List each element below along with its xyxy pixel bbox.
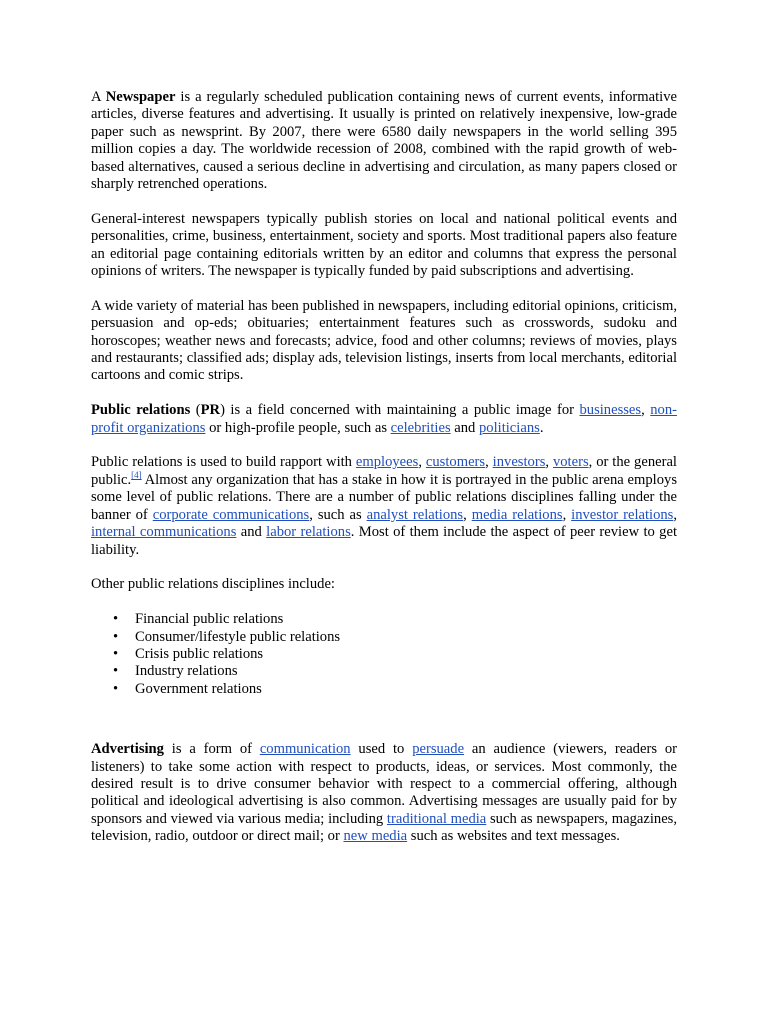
- pr-disciplines-list: [91, 611, 677, 698]
- text-run: is a form of: [163, 741, 260, 758]
- text-run: Almost any organization that has a stake in how it is portrayed in the public arena employs some level of public relations. There are a number of public relations disciplines falling under the banner of: [91, 471, 677, 523]
- text-run: such as websites and text messages.: [407, 828, 620, 845]
- pr-term: Public relations: [91, 402, 191, 419]
- bullet-icon: •: [113, 680, 119, 697]
- text-run: is a field concerned with maintaining a public image for: [224, 402, 580, 419]
- list-item: [113, 611, 677, 628]
- link-businesses[interactable]: businesses: [579, 402, 642, 419]
- link-internal-communications[interactable]: internal communications: [91, 524, 237, 541]
- list-item-text: Financial public relations: [135, 611, 284, 628]
- text-run: ): [220, 402, 225, 419]
- text-run: . Most of them include the aspect of peer review to get liability.: [91, 524, 678, 558]
- list-item-text: Industry relations: [135, 663, 238, 680]
- list-item-text: Crisis public relations: [135, 645, 264, 662]
- list-item: [113, 663, 677, 680]
- bullet-icon: •: [113, 628, 119, 645]
- link-media-relations[interactable]: media relations: [471, 506, 563, 523]
- text-run: Public relations is used to build rapport with: [91, 454, 356, 471]
- text-run: A: [91, 89, 106, 105]
- text-run: ,: [418, 454, 426, 471]
- text-run: and: [450, 419, 479, 436]
- pr-paragraph-3: Other public relations disciplines include:: [91, 576, 335, 593]
- link-customers[interactable]: customers: [425, 454, 486, 471]
- link-persuade[interactable]: persuade: [412, 741, 465, 758]
- bullet-icon: •: [113, 663, 119, 680]
- link-employees[interactable]: employees: [355, 454, 419, 471]
- bullet-icon: •: [113, 645, 119, 662]
- link-celebrities[interactable]: celebrities: [390, 419, 451, 436]
- newspaper-paragraph-1: [91, 89, 677, 193]
- text-run: ,: [673, 506, 678, 523]
- text-run: ,: [545, 454, 553, 471]
- text-run: ,: [562, 506, 572, 523]
- text-run: ,: [641, 402, 651, 419]
- text-run: and: [236, 524, 267, 541]
- pr-abbr: PR: [200, 402, 221, 419]
- link-communication[interactable]: communication: [259, 741, 351, 758]
- text-run: (: [190, 402, 201, 419]
- newspaper-paragraph-2: General-interest newspapers typically publish stories on local and national political events and personalities, crime, business, entertainment, society and sports. Most traditional papers also feature an editorial page containing editorials written by an editor and columns that express the personal opinions of writers. The newspaper is typically funded by paid subscriptions and advertising.: [91, 210, 677, 280]
- text-run: ,: [485, 454, 493, 471]
- pr-paragraph-1: [91, 402, 677, 437]
- link-analyst-relations[interactable]: analyst relations: [366, 506, 464, 523]
- text-run: or high-profile people, such as: [205, 419, 391, 436]
- list-item-text: Government relations: [135, 680, 262, 697]
- text-run: ,: [463, 506, 472, 523]
- link-corporate-communications[interactable]: corporate communications: [152, 506, 310, 523]
- link-voters[interactable]: voters: [552, 454, 589, 471]
- spacer: [91, 698, 677, 741]
- pr-paragraph-2: [91, 454, 677, 558]
- link-investor-relations[interactable]: investor relations: [571, 506, 674, 523]
- newspaper-term: Newspaper: [105, 89, 176, 105]
- link-investors[interactable]: investors: [492, 454, 546, 471]
- link-traditional-media[interactable]: traditional media: [386, 810, 487, 827]
- list-item: [113, 645, 677, 663]
- text-run: such as newspapers, magazines, television, radio, outdoor or direct mail; or: [91, 810, 678, 845]
- text-run: .: [539, 419, 544, 436]
- text-run: , such as: [309, 506, 367, 523]
- bullet-icon: •: [113, 611, 119, 628]
- advertising-paragraph: [91, 741, 677, 845]
- list-item: [113, 628, 677, 646]
- list-item-text: Consumer/lifestyle public relations: [135, 628, 341, 645]
- list-item: [113, 680, 677, 698]
- footnote-link[interactable]: [4]: [131, 470, 142, 481]
- text-run: is a regularly scheduled publication containing news of current events, informative articles, diverse features and advertising. It usually is printed on relatively inexpensive, low-grade paper such as newsprint. By 2007, there were 6580 daily newspapers in the world selling 395 million copies a day. The worldwide recession of 2008, combined with the rapid growth of web-based alternatives, caused a serious decline in advertising and circulation, as many papers closed or sharply retrenched operations.: [91, 89, 677, 193]
- text-run: used to: [350, 741, 413, 758]
- document-body: [91, 89, 677, 863]
- text-run: an audience (viewers, readers or listeners) to take some action with respect to products, ideas, or services. Most commonly, the desired result is to drive consumer behavior with respect to a commercial offering, although political and ideological advertising is also common. Advertising messages are usually paid for by sponsors and viewed via various media; including: [91, 741, 677, 827]
- link-politicians[interactable]: politicians: [479, 419, 540, 436]
- newspaper-paragraph-3: A wide variety of material has been published in newspapers, including editorial opinions, criticism, persuasion and op-eds; obituaries; entertainment features such as crosswords, sudoku and horoscopes; weather news and forecasts; advice, food and other columns; reviews of movies, plays and restaurants; classified ads; display ads, television listings, inserts from local merchants, editorial cartoons and comic strips.: [91, 297, 677, 384]
- text-run: , or the general public.: [91, 454, 677, 488]
- advertising-term: Advertising: [91, 741, 164, 758]
- link-labor-relations[interactable]: labor relations: [266, 524, 351, 541]
- link-new-media[interactable]: new media: [343, 828, 408, 845]
- link-non-profit-organizations[interactable]: non-profit organizations: [91, 402, 677, 436]
